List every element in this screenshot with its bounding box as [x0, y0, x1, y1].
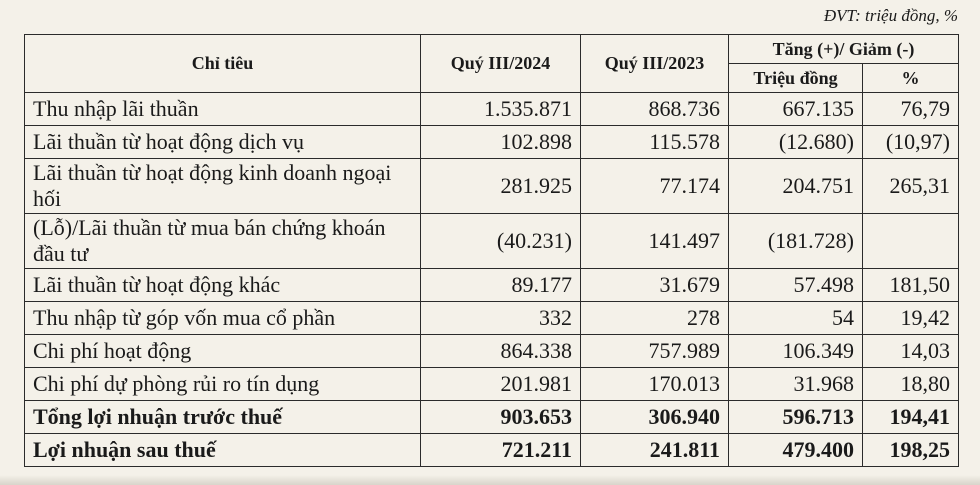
- cell-q3-2024: (40.231): [421, 214, 581, 269]
- cell-percent: 194,41: [863, 401, 959, 434]
- row-label: Tổng lợi nhuận trước thuế: [25, 401, 421, 434]
- header-change: Tăng (+)/ Giảm (-): [729, 35, 959, 64]
- cell-q3-2023: 868.736: [581, 93, 729, 126]
- cell-q3-2023: 306.940: [581, 401, 729, 434]
- cell-change: 204.751: [729, 159, 863, 214]
- table-row: [25, 302, 959, 335]
- cell-q3-2024: 332: [421, 302, 581, 335]
- cell-change: 596.713: [729, 401, 863, 434]
- cell-q3-2023: 77.174: [581, 159, 729, 214]
- table-row: [25, 269, 959, 302]
- table-row: [25, 335, 959, 368]
- cell-percent: 181,50: [863, 269, 959, 302]
- cell-q3-2024: 864.338: [421, 335, 581, 368]
- cell-percent: [863, 214, 959, 269]
- table-row: [25, 214, 959, 269]
- cell-change: 57.498: [729, 269, 863, 302]
- cell-q3-2024: 281.925: [421, 159, 581, 214]
- cell-percent: (10,97): [863, 126, 959, 159]
- cell-change: 54: [729, 302, 863, 335]
- scan-edge: [0, 475, 980, 485]
- cell-percent: 18,80: [863, 368, 959, 401]
- row-label: Lãi thuần từ hoạt động dịch vụ: [25, 126, 421, 159]
- header-indicator: Chỉ tiêu: [25, 35, 421, 93]
- cell-change: (12.680): [729, 126, 863, 159]
- cell-q3-2023: 757.989: [581, 335, 729, 368]
- table-row: [25, 93, 959, 126]
- table-row-total-pretax: [25, 401, 959, 434]
- financial-table: [24, 34, 959, 467]
- cell-change: 667.135: [729, 93, 863, 126]
- table-row: [25, 368, 959, 401]
- cell-q3-2024: 102.898: [421, 126, 581, 159]
- header-q3-2024: Quý III/2024: [421, 35, 581, 93]
- cell-q3-2023: 31.679: [581, 269, 729, 302]
- table-row: [25, 159, 959, 214]
- row-label: Lãi thuần từ hoạt động kinh doanh ngoại hối: [25, 159, 421, 214]
- row-label: Lãi thuần từ hoạt động khác: [25, 269, 421, 302]
- cell-change: (181.728): [729, 214, 863, 269]
- cell-q3-2023: 115.578: [581, 126, 729, 159]
- cell-q3-2023: 170.013: [581, 368, 729, 401]
- table-row-net-profit: [25, 434, 959, 467]
- row-label: Chi phí dự phòng rủi ro tín dụng: [25, 368, 421, 401]
- header-change-percent: %: [863, 64, 959, 93]
- row-label: (Lỗ)/Lãi thuần từ mua bán chứng khoán đầu tư: [25, 214, 421, 269]
- row-label: Thu nhập lãi thuần: [25, 93, 421, 126]
- row-label: Thu nhập từ góp vốn mua cổ phần: [25, 302, 421, 335]
- header-q3-2023: Quý III/2023: [581, 35, 729, 93]
- cell-change: 31.968: [729, 368, 863, 401]
- cell-q3-2023: 241.811: [581, 434, 729, 467]
- cell-change: 106.349: [729, 335, 863, 368]
- cell-percent: 198,25: [863, 434, 959, 467]
- cell-q3-2023: 141.497: [581, 214, 729, 269]
- cell-percent: 265,31: [863, 159, 959, 214]
- cell-q3-2024: 89.177: [421, 269, 581, 302]
- table-row: [25, 126, 959, 159]
- cell-percent: 76,79: [863, 93, 959, 126]
- cell-q3-2024: 1.535.871: [421, 93, 581, 126]
- cell-percent: 19,42: [863, 302, 959, 335]
- cell-q3-2024: 721.211: [421, 434, 581, 467]
- row-label: Lợi nhuận sau thuế: [25, 434, 421, 467]
- cell-q3-2024: 903.653: [421, 401, 581, 434]
- cell-q3-2024: 201.981: [421, 368, 581, 401]
- row-label: Chi phí hoạt động: [25, 335, 421, 368]
- header-change-amount: Triệu đồng: [729, 64, 863, 93]
- cell-q3-2023: 278: [581, 302, 729, 335]
- cell-percent: 14,03: [863, 335, 959, 368]
- cell-change: 479.400: [729, 434, 863, 467]
- unit-note: ĐVT: triệu đồng, %: [823, 6, 958, 25]
